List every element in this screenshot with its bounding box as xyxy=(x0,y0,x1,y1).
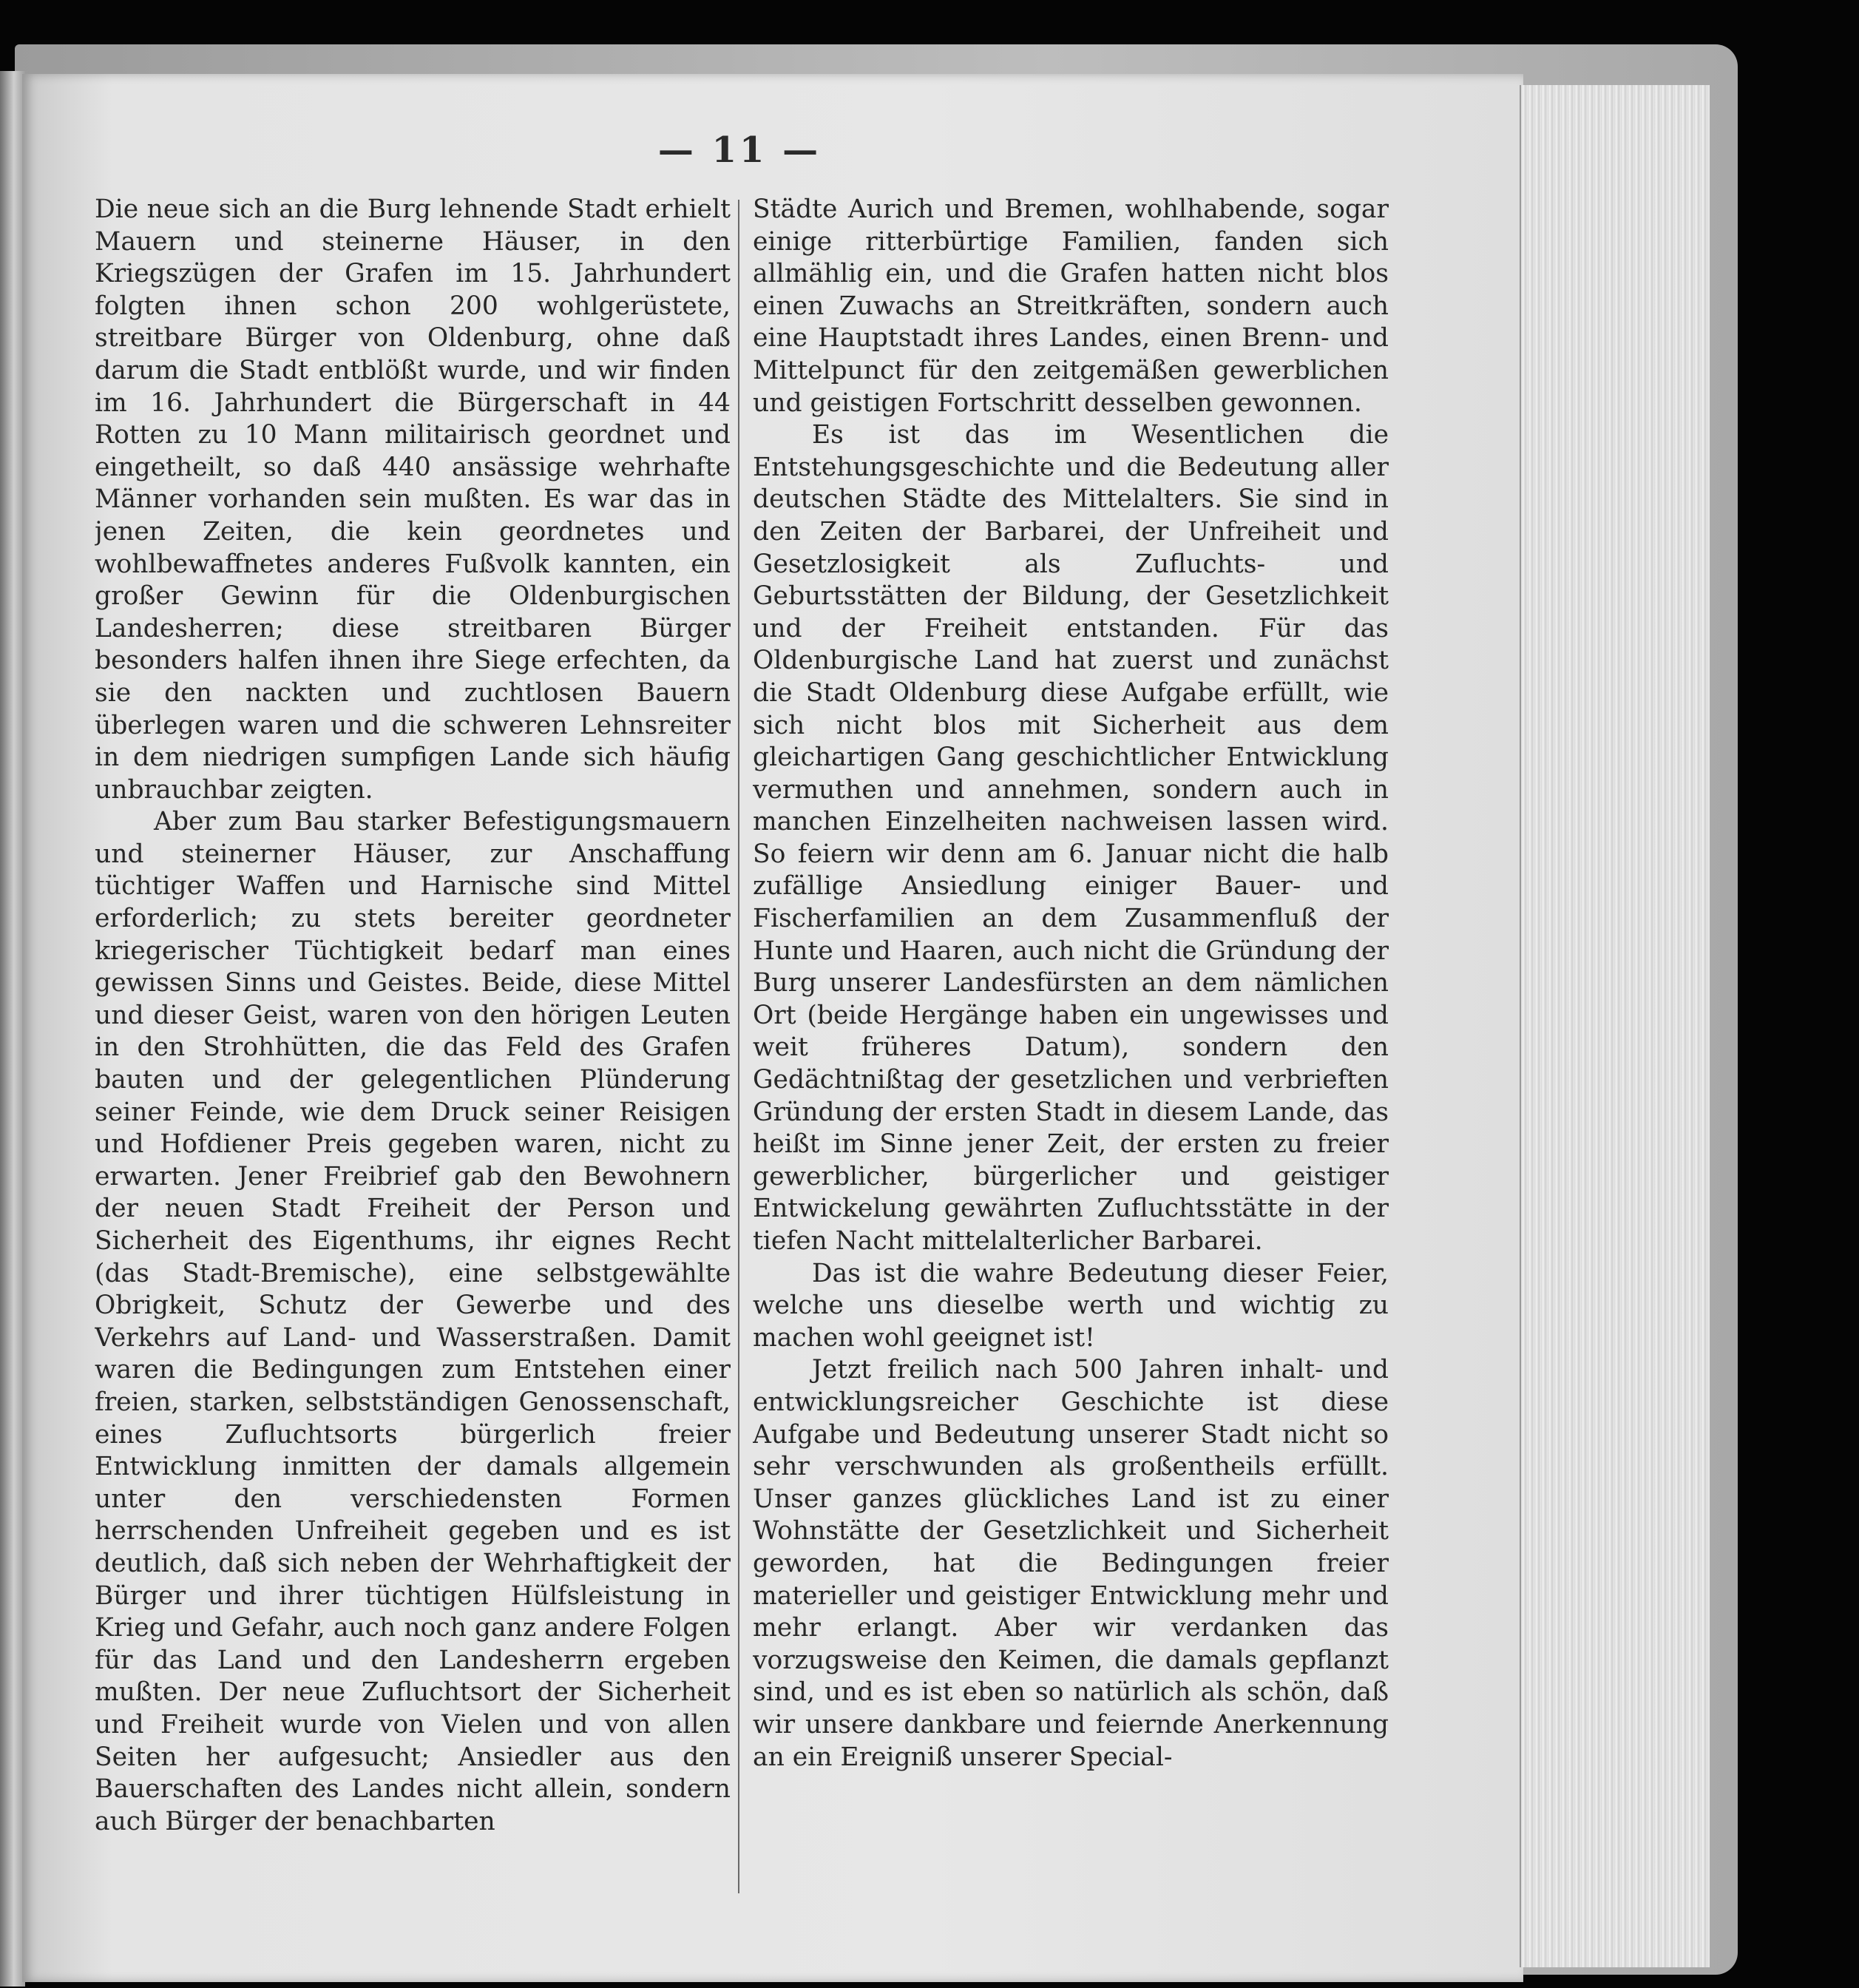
paragraph: Städte Aurich und Bremen, wohlhabende, sogar einige ritterbürtige Familien, fanden sich allmählig ein, und die Grafen hatten nicht blos einen Zuwachs an Streitkräften, sondern auch eine Hauptstadt ihres Landes, einen Brenn- und Mittelpunct für den zeitgemäßen gewerblichen und geistigen Fortschritt desselben gewonnen. xyxy=(753,195,1389,418)
page-number: — 11 — xyxy=(657,129,822,171)
paragraph: Jetzt freilich nach 500 Jahren inhalt- und entwicklungsreicher Geschichte ist diese Aufgabe und Bedeutung unserer Stadt nicht so sehr verschwunden als großentheils erfüllt. Unser ganzes glückliches Land ist zu einer Wohnstätte der Gesetzlichkeit und Sicherheit geworden, hat die Bedingungen freier materieller und geistiger Entwicklung mehr und mehr erlangt. Aber wir verdanken das vorzugsweise den Keimen, die damals gepflanzt sind, und es ist eben so natürlich als schön, daß wir unsere dankbare und feiernde Anerkennung an ein Ereigniß unserer Special- xyxy=(753,1355,1389,1772)
left-text-column xyxy=(95,194,731,1887)
paragraph: Die neue sich an die Burg lehnende Stadt erhielt Mauern und steinerne Häuser, in den Kriegszügen der Grafen im 15. Jahrhundert folgten ihnen schon 200 wohlgerüstete, streitbare Bürger von Oldenburg, ohne daß darum die Stadt entblößt wurde, und wir finden im 16. Jahrhundert die Bürgerschaft in 44 Rotten zu 10 Mann militairisch geordnet und eingetheilt, so daß 440 ansässige wehrhafte Männer vorhanden sein mußten. Es war das in jenen Zeiten, die kein geordnetes und wohlbewaffnetes anderes Fußvolk kannten, ein großer Gewinn für die Oldenburgischen Landesherren; diese streitbaren Bürger besonders halfen ihnen ihre Siege erfechten, da sie den nackten und zuchtlosen Bauern überlegen waren und die schweren Lehnsreiter in dem niedrigen sumpfigen Lande sich häufig unbrauchbar zeigten. xyxy=(95,195,731,805)
right-text-column xyxy=(753,194,1389,1887)
page-block-edges xyxy=(1520,85,1710,1967)
paragraph: Es ist das im Wesentlichen die Entstehungsgeschichte und die Bedeutung aller deutschen Städte des Mittelalters. Sie sind in den Zeiten der Barbarei, der Unfreiheit und Gesetzlosigkeit als Zufluchts- und Geburtsstätten der Bildung, der Gesetzlichkeit und der Freiheit entstanden. Für das Oldenburgische Land hat zuerst und zunächst die Stadt Oldenburg diese Aufgabe erfüllt, wie sich nicht blos mit Sicherheit aus dem gleichartigen Gang geschichtlicher Entwicklung vermuthen und annehmen, sondern auch in manchen Einzelheiten nachweisen lassen wird. So feiern wir denn am 6. Januar nicht die halb zufällige Ansiedlung einiger Bauer- und Fischerfamilien an dem Zusammenfluß der Hunte und Haaren, auch nicht die Gründung der Burg unserer Landesfürsten an dem nämlichen Ort (beide Hergänge haben ein ungewisses und weit früheres Datum), sondern den Gedächtnißtag der gesetzlichen und verbrieften Gründung der ersten Stadt in diesem Lande, das heißt im Sinne jener Zeit, der ersten zu freier gewerblicher, bürgerlicher und geistiger Entwickelung gewährten Zufluchtsstätte in der tiefen Nacht mittelalterlicher Barbarei. xyxy=(753,420,1389,1256)
paragraph: Aber zum Bau starker Befestigungsmauern und steinerner Häuser, zur Anschaffung tüchtiger Waffen und Harnische sind Mittel erforderlich; zu stets bereiter geordneter kriegerischer Tüchtigkeit bedarf man eines gewissen Sinns und Geistes. Beide, diese Mittel und dieser Geist, waren von den hörigen Leuten in den Strohhütten, die das Feld des Grafen bauten und der gelegentlichen Plünderung seiner Feinde, wie dem Druck seiner Reisigen und Hofdiener Preis gegeben waren, nicht zu erwarten. Jener Freibrief gab den Bewohnern der neuen Stadt Freiheit der Person und Sicherheit des Eigenthums, ihr eignes Recht (das Stadt-Bremische), eine selbstgewählte Obrigkeit, Schutz der Gewerbe und des Verkehrs auf Land- und Wasserstraßen. Damit waren die Bedingungen zum Entstehen einer freien, starken, selbstständigen Genossenschaft, eines Zufluchtsorts bürgerlich freier Entwicklung inmitten der damals allgemein unter den verschiedensten Formen herrschenden Unfreiheit gegeben und es ist deutlich, daß sich neben der Wehrhaftigkeit der Bürger und ihrer tüchtigen Hülfsleistung in Krieg und Gefahr, auch noch ganz andere Folgen für das Land und den Landesherrn ergeben mußten. Der neue Zufluchtsort der Sicherheit und Freiheit wurde von Vielen und von allen Seiten her aufgesucht; Ansiedler aus den Bauerschaften des Landes nicht allein, sondern auch Bürger der benachbarten xyxy=(95,807,731,1836)
column-divider xyxy=(738,200,739,1893)
left-page-edge xyxy=(0,71,25,1987)
paragraph: Das ist die wahre Bedeutung dieser Feier, welche uns dieselbe werth und wichtig zu machen wohl geeignet ist! xyxy=(753,1258,1389,1353)
